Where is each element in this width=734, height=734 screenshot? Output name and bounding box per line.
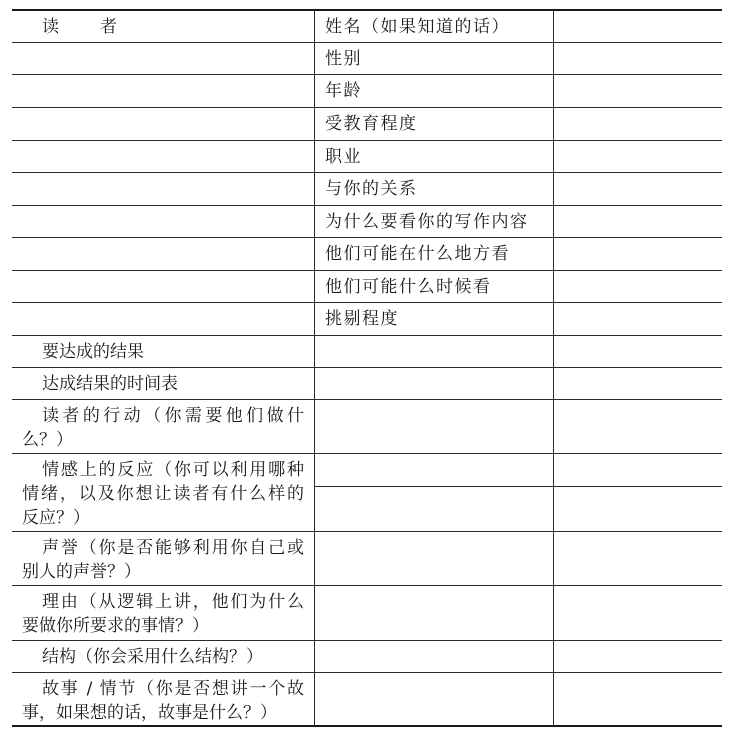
table-row [12,368,722,400]
reader-section-cell [12,303,315,335]
factor-label-line: 达成结果的时间表 [42,374,178,394]
reader-attribute-cell [315,11,554,42]
factor-label-line: 读者的行动（你需要他们做什 [42,406,304,426]
table-row [12,586,722,641]
answer-cell [554,75,722,107]
factor-notes-cell [315,586,554,640]
answer-cell [554,173,722,205]
factor-notes-cell [315,641,554,672]
factor-label-line: 结构（你会采用什么结构？） [42,647,263,667]
reader-section-cell [12,173,315,205]
reader-section-cell [12,271,315,302]
table-row [12,11,722,43]
table-row [12,673,722,725]
table-row [12,206,722,238]
reader-attribute-label: 他们可能什么时候看 [325,277,492,297]
table-subrow [315,487,722,531]
answer-cell [554,141,722,172]
factor-label-line: 理由（从逻辑上讲，他们为什么 [42,592,304,612]
factor-label-line: 事，如果想的话，故事是什么？） [22,703,277,723]
split-answer-area [315,454,722,531]
table-row [12,400,722,454]
answer-cell [554,11,722,42]
reader-section-cell [12,75,315,107]
answer-cell [554,673,722,725]
reader-attribute-cell [315,75,554,107]
factor-label-line: 别人的声誉？） [22,562,141,582]
table-row [12,108,722,141]
table-row [12,336,722,368]
table-row [12,75,722,108]
answer-cell [554,487,722,531]
reader-attribute-label: 姓名（如果知道的话） [325,17,510,37]
reader-section-cell [12,43,315,74]
reader-attribute-label: 为什么要看你的写作内容 [325,212,529,232]
reader-section-cell [12,206,315,237]
factor-label-cell [12,400,315,453]
factor-notes-cell [315,487,554,531]
reader-attribute-cell [315,141,554,172]
answer-cell [554,586,722,640]
reader-attribute-cell [315,238,554,270]
table-row [12,141,722,173]
factor-label-line: 要达成的结果 [42,342,144,362]
table-subrow [315,454,722,487]
table-row [12,238,722,271]
answer-cell [554,641,722,672]
reader-section-cell [12,141,315,172]
answer-cell [554,400,722,453]
answer-cell [554,336,722,367]
reader-attribute-label: 挑剔程度 [325,309,399,329]
factor-label-line: 故事 / 情节（你是否想讲一个故 [42,679,304,699]
reader-section-cell [12,108,315,140]
factor-label-cell [12,673,315,725]
factor-notes-cell [315,368,554,399]
factor-label-cell [12,336,315,367]
answer-cell [554,271,722,302]
reader-attribute-cell [315,206,554,237]
answer-cell [554,108,722,140]
answer-cell [554,368,722,399]
reader-attribute-cell [315,271,554,302]
table-row [12,454,722,532]
factor-notes-cell [315,400,554,453]
table-row [12,303,722,336]
reader-attribute-cell [315,43,554,74]
reader-section-cell [12,238,315,270]
reader-attribute-label: 性别 [325,49,362,69]
factor-notes-cell [315,532,554,585]
reader-attribute-label: 年龄 [325,81,362,101]
answer-cell [554,532,722,585]
factor-notes-cell [315,336,554,367]
factor-label-line: 声誉（你是否能够利用你自己或 [42,538,304,558]
reader-attribute-label: 职业 [325,147,362,167]
reader-attribute-cell [315,108,554,140]
factor-label-cell [12,368,315,399]
table-row [12,173,722,206]
factor-label-line: 情感上的反应（你可以利用哪种 [42,460,304,480]
factor-notes-cell [315,673,554,725]
reader-section-cell [12,11,315,42]
factor-label-cell [12,586,315,640]
factor-label-line: 反应？） [22,508,90,528]
answer-cell [554,43,722,74]
factor-label-line: 要做你所要求的事情？） [22,616,209,636]
answer-cell [554,454,722,486]
answer-cell [554,238,722,270]
reader-attribute-cell [315,303,554,335]
answer-cell [554,206,722,237]
table-row [12,43,722,75]
reader-attribute-label: 受教育程度 [325,114,418,134]
table-row [12,641,722,673]
factor-label-cell [12,641,315,672]
factor-label-line: 么？） [22,430,73,450]
factor-label-cell [12,454,315,531]
table-row [12,532,722,586]
reader-attribute-label: 与你的关系 [325,179,418,199]
factor-label-cell [12,532,315,585]
factor-notes-cell [315,454,554,486]
answer-cell [554,303,722,335]
table-row [12,271,722,303]
reader-attribute-cell [315,173,554,205]
factor-label-line: 情绪，以及你想让读者有什么样的 [22,484,304,504]
audience-analysis-table [12,9,722,727]
reader-heading: 读者 [42,17,158,37]
reader-attribute-label: 他们可能在什么地方看 [325,244,510,264]
